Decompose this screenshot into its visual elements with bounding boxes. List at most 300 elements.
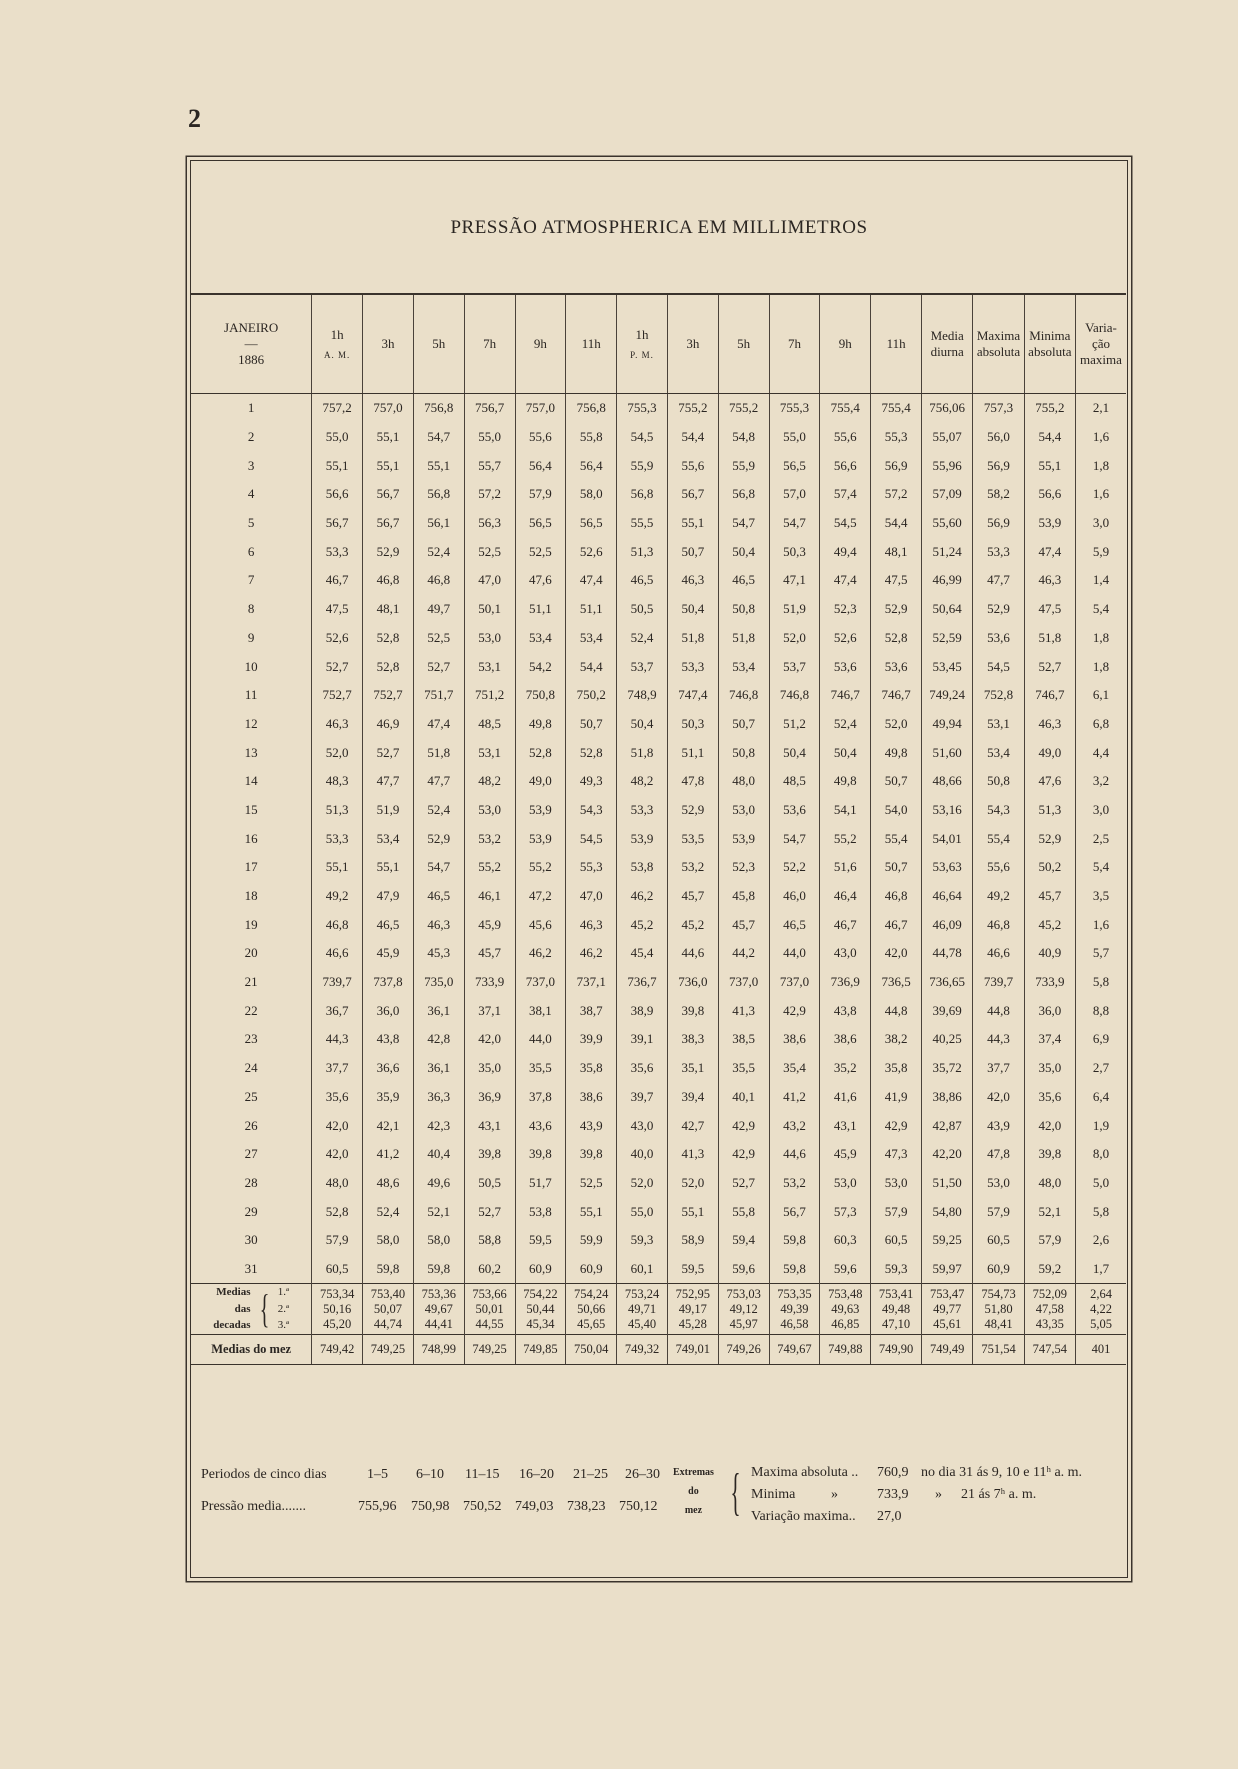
value-cell: 54,5 [566, 824, 617, 853]
value-cell: 51,9 [363, 796, 414, 825]
day-cell: 21 [244, 974, 258, 990]
value-cell: 46,8 [871, 882, 922, 911]
value-cell: 42,9 [769, 996, 820, 1025]
value-cell: 51,8 [1024, 624, 1075, 653]
value-cell: 37,7 [312, 1054, 363, 1083]
value-cell: 47,4 [1024, 537, 1075, 566]
value-cell: 42,9 [718, 1140, 769, 1169]
decade-ordinal: 2.ª [277, 1302, 290, 1315]
value-cell: 50,7 [871, 853, 922, 882]
day-cell: 29 [244, 1203, 258, 1219]
value-cell: 54,8 [718, 423, 769, 452]
value-cell: 47,4 [413, 710, 464, 739]
value-cell: 50,3 [769, 537, 820, 566]
value-cell: 47,8 [667, 767, 718, 796]
value-cell: 55,7 [464, 451, 515, 480]
day-cell: 7 [247, 572, 255, 588]
value-cell: 55,96 [922, 451, 973, 480]
value-cell: 737,0 [515, 968, 566, 997]
value-cell: 746,7 [820, 681, 871, 710]
value-cell: 5,9 [1076, 537, 1127, 566]
value-cell: 41,2 [363, 1140, 414, 1169]
value-cell: 49,8 [820, 767, 871, 796]
value-cell: 56,7 [769, 1197, 820, 1226]
value-cell: 45,4 [617, 939, 668, 968]
value-cell: 54,7 [769, 824, 820, 853]
day-cell: 28 [244, 1174, 258, 1190]
value-cell: 49,6 [413, 1169, 464, 1198]
day-cell: 26 [244, 1117, 258, 1133]
media-diurna-header: Media diurna [922, 294, 973, 394]
value-cell: 737,0 [769, 968, 820, 997]
value-cell: 45,9 [464, 910, 515, 939]
value-cell: 48,0 [312, 1169, 363, 1198]
value-cell: 46,5 [718, 566, 769, 595]
value-cell: 45,7 [464, 939, 515, 968]
value-cell: 36,1 [413, 1054, 464, 1083]
value-cell: 58,8 [464, 1226, 515, 1255]
value-cell: 746,7 [871, 681, 922, 710]
value-cell: 57,9 [1024, 1226, 1075, 1255]
value-cell: 56,1 [413, 509, 464, 538]
value-cell: 44,8 [871, 996, 922, 1025]
value-cell: 56,7 [363, 480, 414, 509]
value-cell: 40,9 [1024, 939, 1075, 968]
value-cell: 53,3 [312, 824, 363, 853]
value-cell: 55,2 [515, 853, 566, 882]
value-cell: 42,0 [312, 1111, 363, 1140]
value-cell: 44,6 [769, 1140, 820, 1169]
value-cell: 35,4 [769, 1054, 820, 1083]
value-cell: 54,80 [922, 1197, 973, 1226]
hour-header: 7h [769, 294, 820, 394]
extremes-label: Extremas do mez [673, 1467, 714, 1516]
value-cell: 56,8 [413, 480, 464, 509]
value-cell: 47,9 [363, 882, 414, 911]
value-cell: 36,9 [464, 1083, 515, 1112]
value-cell: 47,8 [973, 1140, 1024, 1169]
value-cell: 8,0 [1076, 1140, 1127, 1169]
day-cell: 22 [244, 1002, 258, 1018]
day-cell: 6 [247, 543, 255, 559]
value-cell: 53,45 [922, 652, 973, 681]
value-cell: 51,1 [515, 595, 566, 624]
pm-label: P. M. [630, 349, 654, 360]
value-cell: 59,2 [1024, 1255, 1075, 1284]
value-cell: 55,1 [363, 853, 414, 882]
hour-header: 5h [718, 294, 769, 394]
value-cell: 41,6 [820, 1083, 871, 1112]
value-cell: 47,2 [515, 882, 566, 911]
value-cell: 47,1 [769, 566, 820, 595]
value-cell: 56,5 [566, 509, 617, 538]
label-word: decadas [213, 1319, 251, 1332]
value-cell: 45,2 [617, 910, 668, 939]
value-cell: 52,8 [312, 1197, 363, 1226]
value-cell: 35,8 [566, 1054, 617, 1083]
decade-mean-cell: 753,36 49,67 44,41 [413, 1284, 464, 1335]
table-row [191, 1255, 1126, 1284]
value-cell: 35,6 [312, 1083, 363, 1112]
day-cell: 16 [244, 830, 258, 846]
value-cell: 56,8 [617, 480, 668, 509]
value-cell: 44,0 [515, 1025, 566, 1054]
value-cell: 1,6 [1076, 910, 1127, 939]
value-cell: 48,2 [464, 767, 515, 796]
period-item: 21–25 [573, 1467, 608, 1482]
value-cell: 1,9 [1076, 1111, 1127, 1140]
table-row [191, 710, 1126, 739]
day-cell: 17 [244, 859, 258, 875]
value-cell: 55,1 [566, 1197, 617, 1226]
month-mean-cell: 749,01 [667, 1334, 718, 1364]
value-cell: 55,4 [871, 824, 922, 853]
month-name: JANEIRO [224, 319, 279, 335]
month-mean-cell: 749,67 [769, 1334, 820, 1364]
value-cell: 39,8 [515, 1140, 566, 1169]
value-cell: 8,8 [1076, 996, 1127, 1025]
value-cell: 41,3 [667, 1140, 718, 1169]
value-cell: 59,6 [820, 1255, 871, 1284]
value-cell: 48,5 [464, 710, 515, 739]
day-cell: 5 [247, 515, 255, 531]
value-cell: 755,4 [871, 394, 922, 423]
value-cell: 55,1 [312, 451, 363, 480]
month-dash: — [244, 335, 258, 351]
value-cell: 53,63 [922, 853, 973, 882]
extreme-note: no dia 31 ás 9, 10 e 11ʰ a. m. [921, 1465, 1083, 1480]
value-cell: 52,0 [617, 1169, 668, 1198]
value-cell: 59,8 [363, 1255, 414, 1284]
table-row [191, 394, 1126, 423]
value-cell: 51,50 [922, 1169, 973, 1198]
value-cell: 49,0 [515, 767, 566, 796]
value-cell: 2,5 [1076, 824, 1127, 853]
value-cell: 60,5 [973, 1226, 1024, 1255]
table-row [191, 1226, 1126, 1255]
value-cell: 55,0 [769, 423, 820, 452]
value-cell: 53,7 [617, 652, 668, 681]
value-cell: 3,0 [1076, 509, 1127, 538]
value-cell: 46,3 [566, 910, 617, 939]
am-label: A. M. [324, 349, 351, 360]
value-cell: 55,1 [413, 451, 464, 480]
month-mean-cell: 748,99 [413, 1334, 464, 1364]
month-mean-cell: 747,54 [1024, 1334, 1075, 1364]
day-cell: 20 [244, 945, 258, 961]
value-cell: 52,7 [1024, 652, 1075, 681]
value-cell: 52,0 [769, 624, 820, 653]
value-cell: 51,8 [667, 624, 718, 653]
value-cell: 52,9 [363, 537, 414, 566]
value-cell: 49,7 [413, 595, 464, 624]
value-cell: 38,5 [718, 1025, 769, 1054]
value-cell: 2,7 [1076, 1054, 1127, 1083]
table-row [191, 824, 1126, 853]
value-cell: 737,1 [566, 968, 617, 997]
value-cell: 756,8 [566, 394, 617, 423]
value-cell: 50,4 [769, 738, 820, 767]
value-cell: 46,6 [312, 939, 363, 968]
table-row [191, 853, 1126, 882]
value-cell: 46,3 [667, 566, 718, 595]
value-cell: 1,6 [1076, 480, 1127, 509]
month-mean-cell: 749,42 [312, 1334, 363, 1364]
table-body [191, 394, 1126, 1365]
day-cell: 1 [247, 400, 255, 416]
value-cell: 56,4 [515, 451, 566, 480]
value-cell: 55,6 [667, 451, 718, 480]
value-cell: 51,24 [922, 537, 973, 566]
value-cell: 45,6 [515, 910, 566, 939]
value-cell: 58,2 [973, 480, 1024, 509]
table-row [191, 996, 1126, 1025]
pressure-value: 750,98 [411, 1499, 450, 1514]
value-cell: 55,1 [312, 853, 363, 882]
value-cell: 52,7 [413, 652, 464, 681]
value-cell: 59,5 [515, 1226, 566, 1255]
value-cell: 46,2 [515, 939, 566, 968]
value-cell: 47,5 [1024, 595, 1075, 624]
value-cell: 35,6 [1024, 1083, 1075, 1112]
value-cell: 48,0 [718, 767, 769, 796]
value-cell: 50,4 [667, 595, 718, 624]
decade-ordinal: 3.ª [277, 1319, 290, 1332]
hour-header: 9h [820, 294, 871, 394]
value-cell: 60,5 [312, 1255, 363, 1284]
value-cell: 53,5 [667, 824, 718, 853]
value-cell: 48,1 [871, 537, 922, 566]
day-cell: 13 [244, 744, 258, 760]
value-cell: 45,2 [1024, 910, 1075, 939]
value-cell: 52,8 [363, 624, 414, 653]
value-cell: 755,3 [617, 394, 668, 423]
decade-mean-cell: 2,64 4,22 5,05 [1076, 1284, 1127, 1335]
value-cell: 46,7 [871, 910, 922, 939]
value-cell: 2,6 [1076, 1226, 1127, 1255]
value-cell: 750,8 [515, 681, 566, 710]
value-cell: 50,8 [718, 738, 769, 767]
value-cell: 56,4 [566, 451, 617, 480]
value-cell: 52,9 [871, 595, 922, 624]
extreme-value: 760,9 [877, 1465, 909, 1480]
value-cell: 746,7 [1024, 681, 1075, 710]
value-cell: 53,3 [667, 652, 718, 681]
value-cell: 53,0 [718, 796, 769, 825]
value-cell: 5,4 [1076, 595, 1127, 624]
value-cell: 46,4 [820, 882, 871, 911]
value-cell: 736,5 [871, 968, 922, 997]
value-cell: 43,2 [769, 1111, 820, 1140]
value-cell: 56,6 [312, 480, 363, 509]
value-cell: 6,4 [1076, 1083, 1127, 1112]
decade-mean-cell: 753,24 49,71 45,40 [617, 1284, 668, 1335]
value-cell: 6,9 [1076, 1025, 1127, 1054]
day-cell: 8 [247, 601, 255, 617]
value-cell: 52,5 [515, 537, 566, 566]
value-cell: 55,6 [820, 423, 871, 452]
value-cell: 50,4 [718, 537, 769, 566]
value-cell: 60,9 [973, 1255, 1024, 1284]
value-cell: 57,09 [922, 480, 973, 509]
value-cell: 3,2 [1076, 767, 1127, 796]
value-cell: 54,2 [515, 652, 566, 681]
value-cell: 49,8 [871, 738, 922, 767]
value-cell: 55,9 [617, 451, 668, 480]
year: 1886 [238, 352, 265, 368]
value-cell: 54,0 [871, 796, 922, 825]
value-cell: 47,3 [871, 1140, 922, 1169]
value-cell: 59,8 [769, 1226, 820, 1255]
value-cell: 42,8 [413, 1025, 464, 1054]
value-cell: 52,4 [363, 1197, 414, 1226]
value-cell: 43,8 [363, 1025, 414, 1054]
month-mean-cell: 749,90 [871, 1334, 922, 1364]
value-cell: 39,8 [566, 1140, 617, 1169]
value-cell: 54,5 [820, 509, 871, 538]
day-cell: 3 [247, 457, 255, 473]
value-cell: 52,0 [871, 710, 922, 739]
day-cell: 4 [247, 486, 255, 502]
value-cell: 60,2 [464, 1255, 515, 1284]
value-cell: 38,1 [515, 996, 566, 1025]
decade-mean-cell: 754,24 50,66 45,65 [566, 1284, 617, 1335]
table-row [191, 767, 1126, 796]
value-cell: 46,3 [1024, 710, 1075, 739]
month-header [191, 294, 312, 394]
page-number: 2 [188, 104, 201, 133]
table-row [191, 1140, 1126, 1169]
hour-header: 9h [515, 294, 566, 394]
day-cell: 24 [244, 1060, 258, 1076]
value-cell: 53,3 [312, 537, 363, 566]
value-cell: 51,9 [769, 595, 820, 624]
value-cell: 54,4 [1024, 423, 1075, 452]
value-cell: 39,69 [922, 996, 973, 1025]
value-cell: 57,0 [769, 480, 820, 509]
value-cell: 56,6 [820, 451, 871, 480]
value-cell: 739,7 [312, 968, 363, 997]
value-cell: 52,4 [820, 710, 871, 739]
value-cell: 56,7 [667, 480, 718, 509]
value-cell: 44,3 [312, 1025, 363, 1054]
value-cell: 49,8 [515, 710, 566, 739]
value-cell: 55,4 [973, 824, 1024, 853]
value-cell: 48,66 [922, 767, 973, 796]
pressure-value: 749,03 [515, 1499, 554, 1514]
pressure-label: Pressão media....... [201, 1499, 306, 1514]
value-cell: 53,3 [973, 537, 1024, 566]
value-cell: 55,0 [312, 423, 363, 452]
value-cell: 42,9 [718, 1111, 769, 1140]
value-cell: 48,6 [363, 1169, 414, 1198]
value-cell: 41,9 [871, 1083, 922, 1112]
value-cell: 38,86 [922, 1083, 973, 1112]
value-cell: 37,1 [464, 996, 515, 1025]
value-cell: 49,2 [312, 882, 363, 911]
value-cell: 53,4 [566, 624, 617, 653]
table-row [191, 423, 1126, 452]
value-cell: 36,0 [1024, 996, 1075, 1025]
value-cell: 53,2 [667, 853, 718, 882]
periods-label: Periodos de cinco dias [201, 1467, 327, 1482]
value-cell: 1,8 [1076, 624, 1127, 653]
value-cell: 52,0 [667, 1169, 718, 1198]
value-cell: 39,1 [617, 1025, 668, 1054]
value-cell: 757,0 [363, 394, 414, 423]
value-cell: 45,9 [363, 939, 414, 968]
month-mean-cell: 749,49 [922, 1334, 973, 1364]
value-cell: 53,3 [617, 796, 668, 825]
value-cell: 56,0 [973, 423, 1024, 452]
value-cell: 50,5 [464, 1169, 515, 1198]
value-cell: 58,0 [566, 480, 617, 509]
value-cell: 739,7 [973, 968, 1024, 997]
value-cell: 52,3 [718, 853, 769, 882]
value-cell: 54,5 [617, 423, 668, 452]
value-cell: 44,3 [973, 1025, 1024, 1054]
decade-mean-cell: 753,40 50,07 44,74 [363, 1284, 414, 1335]
value-cell: 45,7 [1024, 882, 1075, 911]
value-cell: 40,4 [413, 1140, 464, 1169]
value-cell: 52,8 [871, 624, 922, 653]
value-cell: 48,0 [1024, 1169, 1075, 1198]
day-cell: 9 [247, 629, 255, 645]
value-cell: 46,5 [769, 910, 820, 939]
value-cell: 53,0 [464, 624, 515, 653]
table-row [191, 882, 1126, 911]
value-cell: 59,4 [718, 1226, 769, 1255]
value-cell: 757,0 [515, 394, 566, 423]
value-cell: 52,8 [515, 738, 566, 767]
value-cell: 735,0 [413, 968, 464, 997]
value-cell: 55,07 [922, 423, 973, 452]
value-cell: 35,0 [464, 1054, 515, 1083]
value-cell: 53,0 [871, 1169, 922, 1198]
month-mean-cell: 749,85 [515, 1334, 566, 1364]
value-cell: 38,3 [667, 1025, 718, 1054]
value-cell: 46,8 [973, 910, 1024, 939]
value-cell: 50,7 [667, 537, 718, 566]
table-row [191, 624, 1126, 653]
value-cell: 46,64 [922, 882, 973, 911]
value-cell: 45,8 [718, 882, 769, 911]
value-cell: 750,2 [566, 681, 617, 710]
value-cell: 46,3 [413, 910, 464, 939]
value-cell: 35,6 [617, 1054, 668, 1083]
value-cell: 48,3 [312, 767, 363, 796]
value-cell: 55,8 [718, 1197, 769, 1226]
value-cell: 51,3 [617, 537, 668, 566]
value-cell: 42,0 [312, 1140, 363, 1169]
value-cell: 58,0 [363, 1226, 414, 1255]
value-cell: 46,6 [973, 939, 1024, 968]
value-cell: 756,8 [413, 394, 464, 423]
table-row [191, 1169, 1126, 1198]
value-cell: 53,9 [1024, 509, 1075, 538]
value-cell: 52,4 [413, 796, 464, 825]
value-cell: 46,3 [312, 710, 363, 739]
value-cell: 2,1 [1076, 394, 1127, 423]
variacao-maxima-header: Varia- ção maxima [1076, 294, 1127, 394]
value-cell: 37,8 [515, 1083, 566, 1112]
value-cell: 37,4 [1024, 1025, 1075, 1054]
value-cell: 737,8 [363, 968, 414, 997]
value-cell: 52,8 [566, 738, 617, 767]
value-cell: 39,8 [667, 996, 718, 1025]
value-cell: 56,9 [973, 451, 1024, 480]
period-item: 11–15 [465, 1467, 500, 1482]
